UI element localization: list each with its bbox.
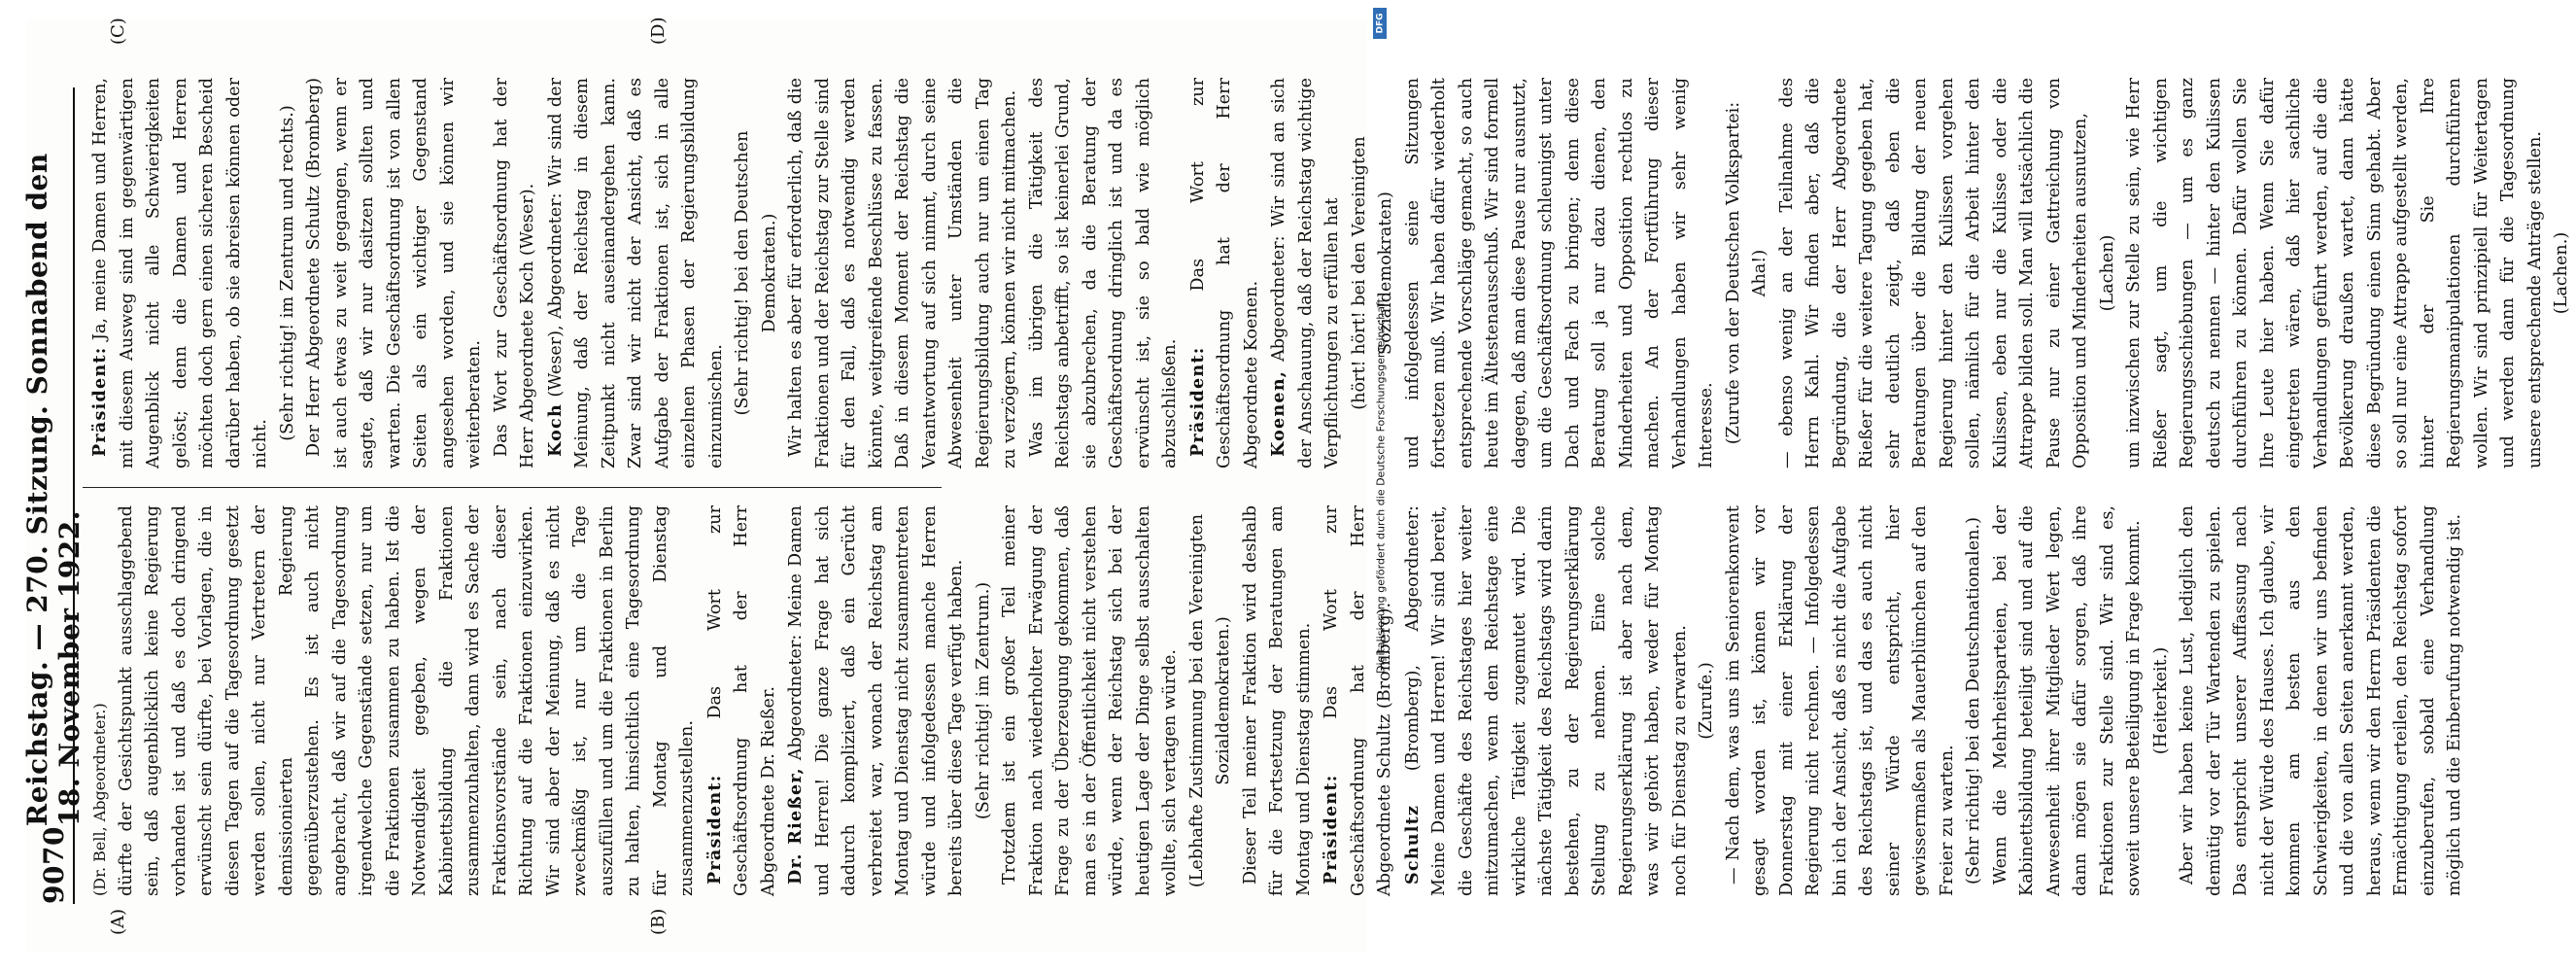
speech-text: Das Wort zur Geschäftsordnung hat der Herr Abgeordnete Schultz (Bromberg).	[1322, 505, 1394, 896]
page-number: 9070	[37, 826, 70, 904]
speaker-name: Schultz	[1401, 804, 1423, 885]
paragraph: Wenn die Mehrheitsparteien, bei der Kabinettsbildung beteiligt sind und auf die Anwesenheit ihrer Mitglieder Wert legen, dann mögen sie dafür sorgen, daß ihre Fraktionen zur Stelle sind. Wir sind es, soweit unsere Beteiligung in Frage kommt.	[1990, 505, 2144, 896]
speech-paragraph	[86, 78, 275, 469]
paragraph: und infolgedessen seine Sitzungen fortsetzen muß. Wir haben dafür wiederholt entsprechende Vorschläge gemacht, so auch heute im Ältestenausschuß. Wir sind formell dagegen, daß man diese Pause nur ausnutzt, um die Geschäftsordnung schleunigst unter Dach und Fach zu bringen; denn diese Beratung soll ja nur dazu dienen, den Minderheiten und Opposition rechtlos zu machen. An der Fortführung dieser Verhandlungen haben wir sehr wenig Interesse.	[1402, 78, 1716, 469]
interjection: (Sehr richtig! bei den Deutschen Demokraten.)	[733, 130, 779, 416]
paragraph: Wir halten es aber für erforderlich, daß die Fraktionen und der Reichstag zur Stelle sind für den Fall, daß es notwendig werden könnte, weitgreifende Beschlüsse zu fassen. Daß in diesem Moment der Reichstag die Verantwortung auf sich nimmt, durch seine Abwesenheit unter Umständen die Regierungsbildung auch nur um einen Tag zu verzögern, können wir nicht mitmachen.	[786, 78, 1019, 469]
paragraph: um inzwischen zur Stelle zu sein, wie Herr Rießer sagt, um die wichtigen Regierungsschiebungen — um es ganz deutsch zu nennen — hinter den Kulissen durchführen zu können. Dafür wollen Sie Ihre Leute hier haben. Wenn Sie dafür eingetreten wären, daß hier sachliche Verhandlungen geführt werden, auf die die Bevölkerung draußen wartet, dann hätte diese Begründung einen Sinn gehabt. Aber so soll nur eine Attrappe aufgestellt werden, hinter der Sie Ihre Regierungsmanipulationen durchführen wollen. Wir sind prinzipiell für Weitertagen und werden dann für die Tagesordnung unsere entsprechende Anträge stellen.	[2124, 78, 2545, 469]
dfg-logo	[1373, 8, 1387, 39]
speech-text: (Weser), Abgeordneter: Wir sind der Meinung, daß der Reichstag in diesem Zeitpunkt nicht auseinandergehen kann. Zwar sind wir nicht der Ansicht, daß es Aufgabe der Fraktionen ist, sich in alle einzelnen Phasen der Regierungsbildung einzumischen.	[545, 78, 726, 469]
speaker-name: Präsident:	[1186, 346, 1208, 457]
speech-text: Abgeordneter: Meine Damen und Herren! Die ganze Frage hat sich dadurch kompliziert, daß ein Gerücht verbreitet war, wonach der Reichstag am Montag und Dienstag nicht zusammentreten würde und infolgedessen manche Herren bereits über diese Tage verfügt haben.	[786, 505, 966, 896]
paragraph: Was im übrigen die Tätigkeit des Reichstags anbetrifft, so ist keinerlei Grund, sie abzubrechen, da die Beratung der Geschäftsordnung dringlich ist und da es erwünscht ist, sie so bald wie möglich abzuschließen.	[1026, 78, 1180, 469]
page-title: Reichstag. — 270. Sitzung. Sonnabend den 18. November 1922.	[21, 153, 86, 827]
paragraph: Dieser Teil meiner Fraktion wird deshalb für die Fortsetzung der Beratungen am Montag und Dienstag stimmen.	[1240, 505, 1314, 896]
left-column	[86, 505, 2464, 896]
speaker-name: Koenen,	[1268, 369, 1288, 457]
paragraph: dürfte der Gesichtspunkt ausschlaggebend sein, daß augenblicklich keine Regierung vorhanden ist und daß es doch dringend erwünscht sein dürfte, bei Vorlagen, die in diesen Tagen auf die Tagesordnung gesetzt werden sollen, nicht nur Vertretern der demissionierten Regierung gegenüberzustehen. Es ist auch nicht angebracht, daß wir auf die Tagesordnung irgendwelche Gegenstände setzen, nur um die Fraktionen zusammen zu haben. Ist die Notwendigkeit gegeben, wegen der Kabinettsbildung die Fraktionen zusammenzuhalten, dann wird es Sache der Fraktionsvorstände sein, nach dieser Richtung auf die Fraktionen einzuwirken. Wir sind aber der Meinung, daß es nicht zweckmäßig ist, nur um die Tage auszufüllen und um die Fraktionen in Berlin zu halten, hinsichtlich eine Tagesordnung für Montag und Dienstag zusammenzustellen.	[116, 505, 697, 896]
right-column	[86, 78, 2571, 469]
paragraph: Trotzdem ist ein großer Teil meiner Fraktion nach wiederholter Erwägung der Frage zu der Überzeugung gekommen, daß man es in der Öffentlichkeit nicht verstehen würde, wenn der Reichstag sich bei der heutigen Lage der Dinge selbst ausschalten wollte, sich vertagen würde.	[1000, 505, 1180, 896]
speech-paragraph	[782, 505, 971, 896]
interjection: (Lebhafte Zustimmung bei den Vereinigten Sozialdemokraten.)	[1186, 513, 1233, 888]
interjection: (Sehr richtig! im Zentrum.)	[973, 581, 993, 820]
paragraph: — ebenso wenig an der Teilnahme des Herrn Kahl. Wir finden aber, daß die Begründung, die der Herr Abgeordnete Rießer für die weitere Tagung gegeben hat, sehr deutlich zeigt, daß eben die Beratungen über die Bildung der neuen Regierung hinter den Kulissen vorgehen sollen, nämlich für die Arbeit hinter den Kulissen, eben nur die Kulisse oder die Attrappe bilden soll. Man will tatsächlich die Pause nur zu einer Gattreichung von Opposition und Minderheiten ausnutzen,	[1776, 78, 2090, 469]
speech-paragraph	[702, 505, 783, 896]
paragraph: — Nach dem, was uns im Seniorenkonvent gesagt worden ist, können wir vor Donnerstag mit einer Erklärung der Regierung nicht rechnen. — Infolgedessen bin ich der Ansicht, daß es nicht die Aufgabe des Reichstags ist, und das es auch nicht seiner Würde entspricht, hier gewissermaßen als Mauerblümchen auf den Freier zu warten.	[1723, 505, 1957, 896]
speaker-name: Präsident:	[1321, 774, 1341, 885]
interjection: (Zurufe von der Deutschen Volkspartei: Aha!)	[1723, 101, 1769, 445]
interjection: (Sehr richtig! bei den Deutschnationalen.)	[1964, 517, 1983, 885]
credit-text: Digitalisierung gefördert durch die Deutsche Forschungsgemeinschaft	[1374, 298, 1388, 674]
speaker-name: Präsident:	[704, 774, 725, 885]
paragraph: Das Wort zur Geschäftsordnung hat der Herr Abgeordnete Koch (Weser).	[491, 78, 537, 469]
speech-text: Das Wort zur Geschäftsordnung hat der Herr Abgeordnete Koenen.	[1187, 78, 1261, 469]
interjection: (Heiterkeit.)	[2150, 646, 2171, 755]
interjection: (Zurufe.)	[1697, 662, 1716, 740]
paragraph: Der Herr Abgeordnete Schultz (Bromberg) ist auch etwas zu weit gegangen, wenn er sagte, daß wir nur dasitzen sollten und warten. Die Geschäftsordnung ist von allen Seiten als ein wichtiger Gegenstand angesehen worden, und sie können wir weiterberaten.	[304, 78, 484, 469]
speech-paragraph	[1185, 78, 1266, 469]
speaker-name: Präsident:	[89, 346, 110, 457]
interjection: (Lachen.)	[2552, 231, 2571, 315]
speech-paragraph	[542, 78, 731, 469]
page-header	[21, 87, 86, 904]
interjection: (hört! hört! bei den Vereinigten Sozialdemokraten)	[1349, 136, 1395, 410]
margin-marker-a: (A)	[108, 908, 128, 935]
speech-text: Abgeordneter: Wir sind an sich der Anschauung, daß der Reichstag wichtige Verpflichtungen zu erfüllen hat	[1269, 78, 1342, 469]
margin-marker-b: (B)	[648, 908, 669, 935]
margin-marker-c: (C)	[108, 17, 128, 45]
speech-text: Das Wort zur Geschäftsordnung hat der Herr Abgeordnete Dr. Rießer.	[704, 505, 778, 896]
speaker-name: Dr. Rießer,	[785, 767, 806, 885]
dfg-logo-text: DFG	[1375, 13, 1386, 34]
speech-text: (Bromberg), Abgeordneter: Meine Damen und Herren! Wir sind bereit, die Geschäfte des Reichstages hier weiter mitzumachen, wenn dem Reichstage eine wirkliche Tätigkeit zugemutet wird. Die nächste Tätigkeit des Reichstags wird darin bestehen, zu der Regierungserklärung Stellung zu nehmen. Eine solche Regierungserklärung ist aber nach dem, was wir gehört haben, weder für Montag noch für Dienstag zu erwarten.	[1402, 505, 1690, 896]
funding-credit	[1372, 6, 1390, 966]
speech-text: Ja, meine Damen und Herren, mit diesem Ausweg sind im gegenwärtigen Augenblick nicht alle Schwierigkeiten gelöst; denn die Damen und Herren möchten doch gern einen sicheren Bescheid darüber haben, ob sie abreisen können oder nicht.	[90, 78, 270, 469]
column-divider	[83, 487, 942, 488]
interjection: (Sehr richtig! im Zentrum und rechts.)	[277, 105, 297, 441]
speaker-continuation: (Dr. Bell, Abgeordneter.)	[90, 703, 109, 896]
interjection: (Lachen)	[2097, 234, 2117, 312]
speech-paragraph	[1399, 505, 1695, 896]
paragraph: Aber wir haben keine Lust, lediglich den demütig vor der Tür Wartenden zu spielen. Das entspricht unserer Auffassung nach nicht der Würde des Hauses. Ich glaube, wir kommen am besten aus den Schwierigkeiten, in denen wir uns befinden und die von allen Seiten anerkannt werden, heraus, wenn wir den Herrn Präsidenten die Ermächtigung erteilen, den Reichstag sofort einzuberufen, sobald eine Verhandlung möglich und die Einberufung notwendig ist.	[2178, 505, 2464, 896]
margin-marker-d: (D)	[648, 17, 669, 45]
speech-paragraph	[1265, 78, 1347, 469]
speaker-name: Koch	[544, 403, 566, 457]
